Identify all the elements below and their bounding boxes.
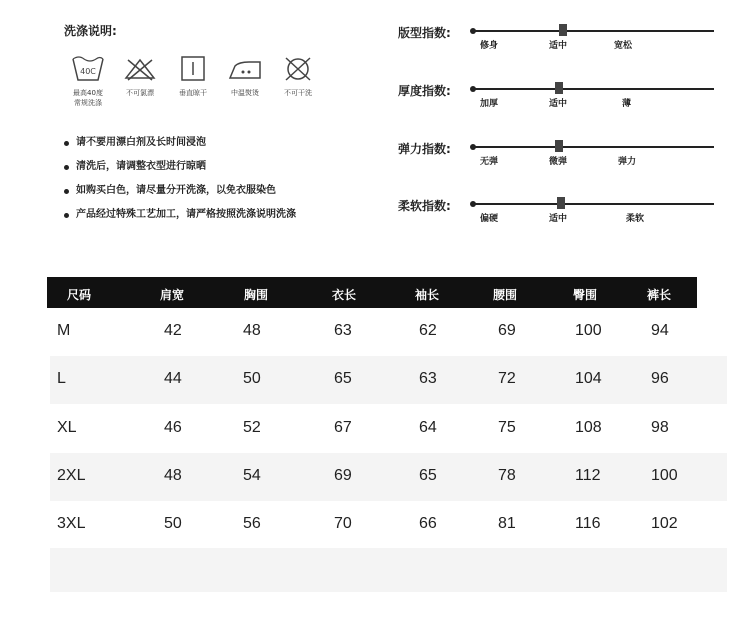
no-dry-clean-icon bbox=[280, 54, 316, 84]
table-cell: 108 bbox=[575, 419, 602, 436]
washing-note: 产品经过特殊工艺加工，请严格按照洗涤说明洗涤 bbox=[62, 208, 296, 232]
table-header-cell: 臀围 bbox=[573, 288, 598, 302]
table-cell: 63 bbox=[334, 322, 352, 339]
scale-label: 弹力指数: bbox=[398, 142, 451, 156]
table-cell: 48 bbox=[243, 322, 261, 339]
table-cell: 64 bbox=[419, 419, 437, 436]
iron-medium-icon bbox=[227, 54, 263, 84]
table-cell: 75 bbox=[498, 419, 516, 436]
table-row bbox=[50, 356, 727, 404]
table-cell: 50 bbox=[243, 370, 261, 387]
table-cell: 46 bbox=[164, 419, 182, 436]
scale-option: 薄 bbox=[622, 99, 632, 109]
table-cell: 44 bbox=[164, 370, 182, 387]
scale-label: 厚度指数: bbox=[398, 84, 451, 98]
care-label-iron: 中温熨烫 bbox=[231, 89, 259, 97]
care-item-dry bbox=[165, 54, 221, 98]
table-cell: 104 bbox=[575, 370, 602, 387]
care-label-line: 最高40度 bbox=[73, 89, 103, 97]
table-cell: 2XL bbox=[57, 467, 86, 484]
scale-marker bbox=[555, 140, 563, 152]
scale-line bbox=[472, 30, 714, 32]
wash-temp-label: 40C bbox=[80, 67, 96, 76]
wash-instructions-title: 洗涤说明: bbox=[64, 24, 117, 38]
elasticity-index-scale bbox=[398, 140, 718, 180]
softness-index-scale bbox=[398, 197, 718, 237]
washing-note: 如购买白色，请尽量分开洗涤，以免衣服染色 bbox=[62, 184, 296, 208]
table-cell: 94 bbox=[651, 322, 669, 339]
table-row bbox=[50, 453, 727, 501]
care-label-dry: 垂直晾干 bbox=[179, 89, 207, 97]
table-cell: 81 bbox=[498, 515, 516, 532]
thickness-index-scale bbox=[398, 82, 718, 122]
drip-dry-icon bbox=[175, 54, 211, 84]
table-cell: 42 bbox=[164, 322, 182, 339]
table-header-cell: 裤长 bbox=[647, 288, 672, 302]
table-cell: 65 bbox=[334, 370, 352, 387]
table-cell: 100 bbox=[575, 322, 602, 339]
table-cell: 56 bbox=[243, 515, 261, 532]
table-cell: 50 bbox=[164, 515, 182, 532]
scale-option: 适中 bbox=[549, 41, 568, 51]
scale-line bbox=[472, 203, 714, 205]
table-cell: 48 bbox=[164, 467, 182, 484]
table-cell: 54 bbox=[243, 467, 261, 484]
scale-option: 适中 bbox=[549, 99, 568, 109]
table-cell: 3XL bbox=[57, 515, 86, 532]
table-header-cell: 肩宽 bbox=[160, 288, 185, 302]
table-cell: 72 bbox=[498, 370, 516, 387]
table-cell: 67 bbox=[334, 419, 352, 436]
table-cell: 100 bbox=[651, 467, 678, 484]
table-cell: 69 bbox=[498, 322, 516, 339]
scale-marker bbox=[557, 197, 565, 209]
care-label-wash bbox=[60, 88, 116, 108]
table-cell: 116 bbox=[575, 515, 601, 532]
scale-marker bbox=[555, 82, 563, 94]
scale-line bbox=[472, 146, 714, 148]
scale-label: 柔软指数: bbox=[398, 199, 451, 213]
table-cell: 98 bbox=[651, 419, 669, 436]
scale-option: 柔软 bbox=[626, 214, 645, 224]
washing-note: 清洗后，请调整衣型进行晾晒 bbox=[62, 160, 296, 184]
care-symbols bbox=[60, 54, 330, 114]
no-bleach-icon bbox=[122, 54, 158, 84]
table-header-cell: 胸围 bbox=[244, 288, 269, 302]
table-cell: 78 bbox=[498, 467, 516, 484]
washing-note: 请不要用漂白剂及长时间浸泡 bbox=[62, 136, 296, 160]
scale-option: 加厚 bbox=[480, 99, 499, 109]
table-cell: 102 bbox=[651, 515, 678, 532]
scale-option: 偏硬 bbox=[480, 214, 499, 224]
table-cell: M bbox=[57, 322, 71, 339]
scale-option: 修身 bbox=[480, 41, 499, 51]
care-item-dryclean bbox=[270, 54, 326, 98]
scale-marker bbox=[559, 24, 567, 36]
table-cell: 62 bbox=[419, 322, 437, 339]
table-header-cell: 尺码 bbox=[67, 288, 92, 302]
table-cell: L bbox=[57, 370, 66, 387]
table-cell: 65 bbox=[419, 467, 437, 484]
table-header-cell: 袖长 bbox=[415, 288, 440, 302]
washing-notes bbox=[62, 136, 296, 232]
care-item-wash bbox=[60, 54, 116, 108]
wash-40c-icon bbox=[70, 54, 106, 84]
care-label-line: 常规洗涤 bbox=[74, 99, 102, 107]
scale-option: 弹力 bbox=[618, 157, 637, 167]
table-header-row bbox=[47, 277, 697, 308]
scale-option: 微弹 bbox=[549, 157, 568, 167]
care-label-dryclean: 不可干洗 bbox=[284, 89, 312, 97]
care-label-bleach: 不可氯漂 bbox=[126, 89, 154, 97]
table-row bbox=[50, 405, 727, 453]
table-cell: 52 bbox=[243, 419, 261, 436]
table-cell: 63 bbox=[419, 370, 437, 387]
scale-line bbox=[472, 88, 714, 90]
table-cell: 112 bbox=[575, 467, 601, 484]
table-cell: XL bbox=[57, 419, 77, 436]
table-row bbox=[50, 501, 727, 549]
table-cell: 96 bbox=[651, 370, 669, 387]
table-row bbox=[50, 308, 727, 356]
table-cell: 69 bbox=[334, 467, 352, 484]
scale-option: 无弹 bbox=[480, 157, 499, 167]
table-row-empty bbox=[50, 548, 727, 592]
scale-option: 适中 bbox=[549, 214, 568, 224]
fit-index-scale bbox=[398, 24, 718, 64]
scale-option: 宽松 bbox=[614, 41, 633, 51]
scale-label: 版型指数: bbox=[398, 26, 451, 40]
table-cell: 70 bbox=[334, 515, 352, 532]
table-header-cell: 衣长 bbox=[332, 288, 357, 302]
table-cell: 66 bbox=[419, 515, 437, 532]
table-header-cell: 腰围 bbox=[493, 288, 518, 302]
care-item-iron bbox=[217, 54, 273, 98]
care-item-bleach bbox=[112, 54, 168, 98]
